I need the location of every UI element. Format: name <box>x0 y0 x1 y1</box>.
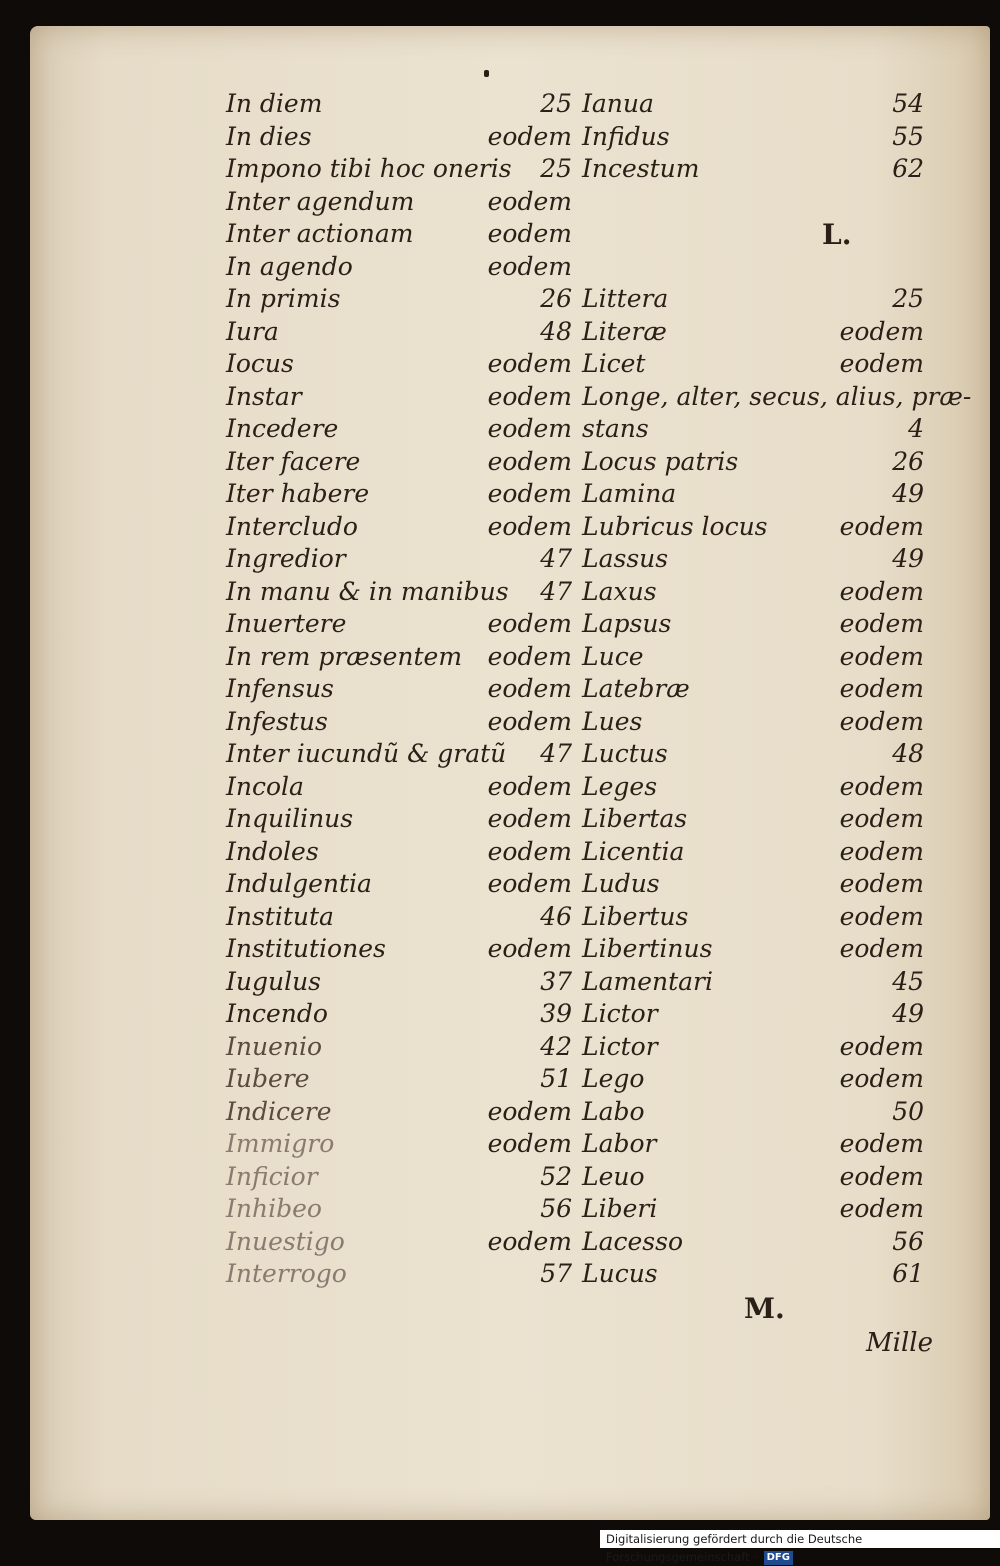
entry-term: Iubere <box>226 1064 310 1093</box>
entry-term: Lubricus locus <box>582 511 768 541</box>
entry-term: Locus patris <box>582 446 739 476</box>
entry-term: Incola <box>226 771 304 801</box>
index-entry <box>226 251 572 284</box>
entry-term: Intercludo <box>226 511 358 541</box>
entry-term: Interrogo <box>226 1259 347 1288</box>
entry-page-ref: 37 <box>540 966 572 996</box>
index-entry <box>582 901 924 934</box>
entry-page-ref: 4 <box>908 414 924 443</box>
entry-page-ref: eodem <box>487 479 572 508</box>
index-entry <box>226 641 572 674</box>
index-entry <box>226 901 572 934</box>
entry-page-ref: eodem <box>839 609 924 638</box>
entry-page-ref: eodem <box>839 1194 924 1223</box>
index-entry <box>582 381 972 414</box>
index-entry <box>582 1226 924 1259</box>
entry-page-ref: eodem <box>487 414 572 443</box>
entry-page-ref: eodem <box>839 1161 924 1191</box>
index-entry <box>582 998 924 1031</box>
entry-page-ref: eodem <box>839 316 924 346</box>
index-entry <box>582 608 924 641</box>
entry-term: Indoles <box>226 836 319 866</box>
entry-page-ref: 47 <box>540 576 572 606</box>
entry-term: Inter iucundũ & gratũ <box>226 739 507 768</box>
entry-term: In agendo <box>226 251 353 281</box>
entry-page-ref: 46 <box>540 901 572 931</box>
entry-page-ref: eodem <box>839 706 924 736</box>
entry-page-ref: eodem <box>487 349 572 378</box>
entry-page-ref: eodem <box>839 674 924 703</box>
entry-term: Indicere <box>226 1096 332 1126</box>
index-entry <box>226 413 572 446</box>
entry-page-ref: 49 <box>892 544 924 573</box>
index-entry <box>582 738 924 771</box>
entry-page-ref: eodem <box>487 1129 572 1158</box>
entry-page-ref: eodem <box>839 836 924 866</box>
index-entry <box>582 478 924 511</box>
index-entry <box>582 771 924 804</box>
entry-term: In manu & in manibus <box>226 576 509 606</box>
entry-page-ref: 50 <box>892 1096 924 1126</box>
index-entry <box>582 543 924 576</box>
entry-page-ref: 61 <box>892 1259 924 1288</box>
index-entry <box>582 511 924 544</box>
index-entry <box>582 1096 924 1129</box>
entry-page-ref: eodem <box>839 1064 924 1093</box>
index-entry <box>226 478 572 511</box>
entry-page-ref: 25 <box>892 284 924 313</box>
entry-term: Inter actionam <box>226 219 414 248</box>
index-entry <box>226 803 572 836</box>
index-entry <box>582 251 924 284</box>
index-entry <box>582 576 924 609</box>
index-entry <box>582 1128 924 1161</box>
entry-page-ref: 47 <box>540 544 572 573</box>
index-entry <box>226 673 572 706</box>
digitization-footer: Digitalisierung gefördert durch die Deutsche Forschungsgemeinschaft · DFG <box>600 1530 1000 1548</box>
index-entry <box>226 608 572 641</box>
entry-page-ref: eodem <box>487 219 572 248</box>
index-entry <box>582 446 924 479</box>
entry-term: Inficior <box>226 1161 318 1191</box>
entry-term: Laxus <box>582 576 657 606</box>
entry-page-ref: eodem <box>487 251 572 281</box>
index-entry <box>582 868 924 901</box>
index-entry <box>226 543 572 576</box>
entry-term: Labo <box>582 1096 645 1126</box>
entry-page-ref: 39 <box>540 999 572 1028</box>
entry-term: Lapsus <box>582 609 672 638</box>
footer-credit: Digitalisierung gefördert durch die Deutsche Forschungsgemeinschaft <box>606 1532 863 1564</box>
entry-term: Leuo <box>582 1161 645 1191</box>
entry-term: Incestum <box>582 154 700 183</box>
entry-page-ref: 48 <box>892 739 924 768</box>
index-entry <box>226 1226 572 1259</box>
entry-page-ref: eodem <box>487 511 572 541</box>
entry-page-ref: eodem <box>487 934 572 963</box>
entry-page-ref: 49 <box>892 479 924 508</box>
entry-page-ref: 57 <box>540 1259 572 1288</box>
index-entry <box>582 1161 924 1194</box>
index-entry <box>226 1193 572 1226</box>
entry-term: Lassus <box>582 544 669 573</box>
entry-term: Incedere <box>226 414 339 443</box>
entry-page-ref: eodem <box>487 381 572 411</box>
entry-term: Instar <box>226 381 302 411</box>
entry-term: Iura <box>226 316 279 346</box>
index-entry <box>582 283 924 316</box>
entry-term: Iter habere <box>226 479 370 508</box>
entry-page-ref: eodem <box>487 869 572 898</box>
entry-page-ref: eodem <box>839 349 924 378</box>
index-entry <box>226 1258 572 1291</box>
index-entry <box>226 446 572 479</box>
entry-term: Inuestigo <box>226 1226 345 1256</box>
entry-page-ref: 47 <box>540 739 572 768</box>
dfg-logo-icon: DFG <box>764 1551 793 1565</box>
entry-term: Libertus <box>582 901 689 931</box>
index-entry <box>582 966 924 999</box>
entry-page-ref: 55 <box>892 121 924 151</box>
index-entry <box>226 218 572 251</box>
index-entry <box>582 641 924 674</box>
entry-page-ref: 54 <box>892 89 924 118</box>
index-right-column <box>582 88 972 1291</box>
entry-page-ref: eodem <box>487 771 572 801</box>
index-entry <box>226 283 572 316</box>
index-entry <box>226 348 572 381</box>
entry-page-ref: eodem <box>839 869 924 898</box>
entry-term: Inuenio <box>226 1031 323 1061</box>
entry-term: Libertas <box>582 804 688 833</box>
index-entry <box>582 1063 924 1096</box>
entry-term: In rem præsentem <box>226 641 463 671</box>
entry-page-ref: 26 <box>892 446 924 476</box>
index-entry <box>582 836 924 869</box>
index-entry <box>226 706 572 739</box>
entry-page-ref: eodem <box>839 641 924 671</box>
entry-term: Lictor <box>582 999 658 1028</box>
entry-page-ref: eodem <box>839 1129 924 1158</box>
entry-term: Lues <box>582 706 643 736</box>
entry-page-ref: eodem <box>839 576 924 606</box>
index-entry <box>226 381 572 414</box>
index-entry <box>582 121 924 154</box>
index-entry <box>226 1096 572 1129</box>
entry-term: In diem <box>226 89 323 118</box>
index-entry <box>226 186 572 219</box>
index-entry <box>226 1031 572 1064</box>
entry-term: Ianua <box>582 89 654 118</box>
entry-page-ref: eodem <box>487 121 572 151</box>
entry-term: Littera <box>582 284 669 313</box>
entry-term: Lamentari <box>582 966 714 996</box>
entry-page-ref: eodem <box>487 1226 572 1256</box>
entry-page-ref: eodem <box>487 186 572 216</box>
entry-term: Iugulus <box>226 966 322 996</box>
entry-term: In primis <box>226 284 341 313</box>
entry-term: In dies <box>226 121 312 151</box>
entry-term: Inhibeo <box>226 1194 322 1223</box>
entry-term: Iter facere <box>226 446 361 476</box>
index-entry <box>226 966 572 999</box>
index-entry <box>582 218 924 251</box>
entry-page-ref: eodem <box>487 836 572 866</box>
index-entry <box>582 1258 924 1291</box>
index-entry <box>582 413 924 446</box>
entry-term: Inuertere <box>226 609 347 638</box>
entry-term: Infensus <box>226 674 334 703</box>
index-entry <box>582 1193 924 1226</box>
entry-term: Licentia <box>582 836 685 866</box>
entry-term: Institutiones <box>226 934 386 963</box>
index-entry <box>226 771 572 804</box>
entry-page-ref: 52 <box>540 1161 572 1191</box>
index-entry <box>582 316 924 349</box>
entry-term: Libertinus <box>582 934 713 963</box>
entry-term: Incendo <box>226 999 328 1028</box>
index-entry <box>226 1128 572 1161</box>
entry-term: Luctus <box>582 739 668 768</box>
entry-term: Longe, alter, secus, alius, præ- <box>582 381 972 411</box>
index-entry <box>226 511 572 544</box>
entry-term: Iocus <box>226 349 294 378</box>
section-heading-L: L. <box>822 218 852 251</box>
entry-term: Inter agendum <box>226 186 415 216</box>
entry-page-ref: eodem <box>487 609 572 638</box>
entry-page-ref: eodem <box>839 511 924 541</box>
entry-page-ref: 49 <box>892 999 924 1028</box>
index-entry <box>226 1161 572 1194</box>
index-entry <box>226 316 572 349</box>
entry-term: Liberi <box>582 1194 658 1223</box>
index-entry <box>226 868 572 901</box>
entry-term: stans <box>582 414 649 443</box>
index-entry <box>226 998 572 1031</box>
index-entry <box>582 153 924 186</box>
index-entry <box>582 933 924 966</box>
entry-page-ref: eodem <box>839 934 924 963</box>
entry-page-ref: 45 <box>892 966 924 996</box>
entry-page-ref: eodem <box>487 446 572 476</box>
index-entry <box>582 348 924 381</box>
entry-page-ref: eodem <box>487 674 572 703</box>
index-entry <box>582 1031 924 1064</box>
entry-page-ref: 26 <box>540 284 572 313</box>
entry-term: Lucus <box>582 1259 658 1288</box>
entry-term: Immigro <box>226 1129 335 1158</box>
entry-page-ref: 51 <box>540 1064 572 1093</box>
entry-page-ref: 25 <box>540 154 572 183</box>
entry-term: Leges <box>582 771 658 801</box>
index-entry <box>226 738 572 771</box>
entry-page-ref: eodem <box>839 804 924 833</box>
index-entry <box>226 88 572 121</box>
entry-term: Lacesso <box>582 1226 684 1256</box>
entry-page-ref: eodem <box>839 901 924 931</box>
entry-page-ref: 42 <box>540 1031 572 1061</box>
entry-page-ref: eodem <box>487 1096 572 1126</box>
index-entry <box>226 1063 572 1096</box>
entry-page-ref: eodem <box>839 1031 924 1061</box>
entry-page-ref: 62 <box>892 154 924 183</box>
index-entry <box>582 803 924 836</box>
entry-term: Instituta <box>226 901 334 931</box>
entry-term: Lego <box>582 1064 645 1093</box>
entry-term: Infidus <box>582 121 670 151</box>
entry-page-ref: eodem <box>487 641 572 671</box>
entry-page-ref: eodem <box>839 771 924 801</box>
catchword: Mille <box>866 1328 933 1358</box>
entry-term: Ludus <box>582 869 660 898</box>
entry-term: Ingredior <box>226 544 346 573</box>
entry-term: Indulgentia <box>226 869 372 898</box>
entry-term: Labor <box>582 1129 657 1158</box>
entry-page-ref: eodem <box>487 804 572 833</box>
entry-page-ref: 25 <box>540 89 572 118</box>
index-entry <box>226 933 572 966</box>
entry-page-ref: 56 <box>892 1226 924 1256</box>
entry-term: Luce <box>582 641 644 671</box>
index-left-column <box>226 88 572 1291</box>
entry-term: Lictor <box>582 1031 658 1061</box>
ink-mark <box>484 70 489 77</box>
entry-term: Inquilinus <box>226 804 354 833</box>
entry-term: Latebræ <box>582 674 690 703</box>
index-entry <box>582 88 924 121</box>
index-entry <box>226 576 572 609</box>
index-entry <box>582 186 924 219</box>
entry-term: Impono tibi hoc oneris <box>226 154 512 183</box>
index-entry <box>226 121 572 154</box>
index-entry <box>582 673 924 706</box>
entry-page-ref: 56 <box>540 1194 572 1223</box>
index-entry <box>226 836 572 869</box>
index-entry <box>226 153 572 186</box>
section-heading-M: M. <box>744 1292 785 1325</box>
entry-term: Infestus <box>226 706 328 736</box>
entry-page-ref: eodem <box>487 706 572 736</box>
entry-term: Literæ <box>582 316 667 346</box>
entry-page-ref: 48 <box>540 316 572 346</box>
entry-term: Lamina <box>582 479 677 508</box>
entry-term: Licet <box>582 349 646 378</box>
index-entry <box>582 706 924 739</box>
